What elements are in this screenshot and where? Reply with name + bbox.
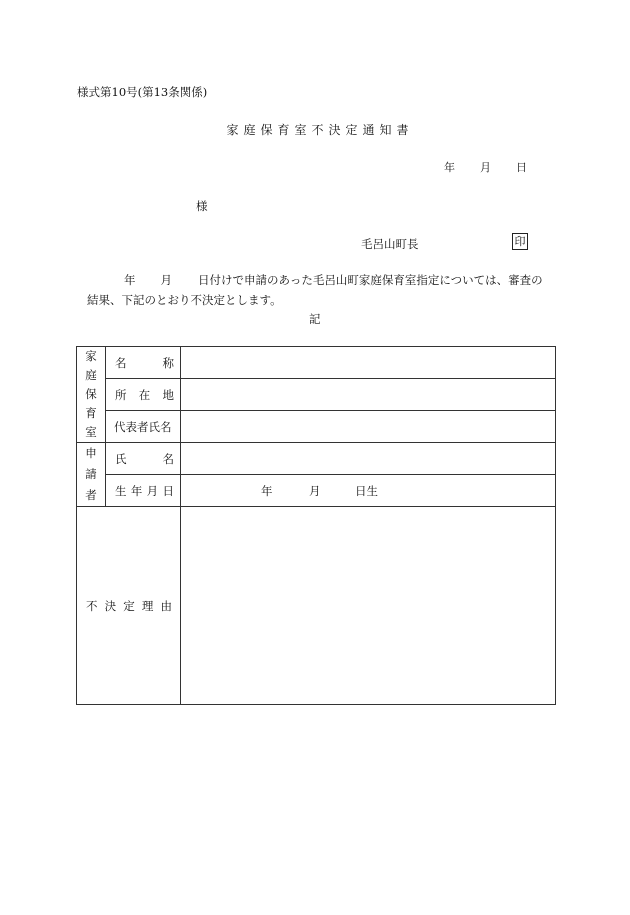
- representative-field[interactable]: [181, 411, 556, 443]
- body-line1-rest: 日付けで申請のあった毛呂山町家庭保育室指定については、審査の: [198, 273, 543, 287]
- birthdate-field[interactable]: 年 月 日生: [181, 475, 556, 507]
- ki-heading: 記: [309, 312, 321, 326]
- body-month: 月: [160, 273, 172, 287]
- group-nursery: 家 庭 保 育 室: [77, 347, 106, 443]
- form-number: 様式第10号(第13条関係): [77, 85, 208, 99]
- name-field[interactable]: [181, 347, 556, 379]
- applicant-name-label: 氏 名: [106, 443, 181, 475]
- location-field[interactable]: [181, 379, 556, 411]
- representative-label: 代表者氏名: [106, 411, 181, 443]
- group-applicant: 申 請 者: [77, 443, 106, 507]
- location-label: 所 在 地: [106, 379, 181, 411]
- name-label: 名 称: [106, 347, 181, 379]
- form-table: [76, 346, 556, 705]
- date-day: 日: [516, 161, 527, 174]
- date-year: 年: [444, 161, 455, 174]
- body-line-1: [124, 272, 543, 288]
- body-line-2: 結果、下記のとおり不決定とします。: [87, 293, 282, 307]
- applicant-name-field[interactable]: [181, 443, 556, 475]
- reason-label: 不 決 定 理 由: [77, 507, 181, 705]
- issuer-name: 毛呂山町長: [361, 237, 419, 251]
- birthdate-label: 生 年 月 日: [106, 475, 181, 507]
- seal-mark: 印: [512, 233, 528, 250]
- document-title: 家庭保育室不決定通知書: [226, 123, 414, 137]
- reason-field[interactable]: [181, 507, 556, 705]
- date-month: 月: [480, 161, 491, 174]
- body-year: 年: [124, 273, 136, 287]
- issue-date: [444, 159, 527, 175]
- addressee-suffix: 様: [196, 199, 208, 213]
